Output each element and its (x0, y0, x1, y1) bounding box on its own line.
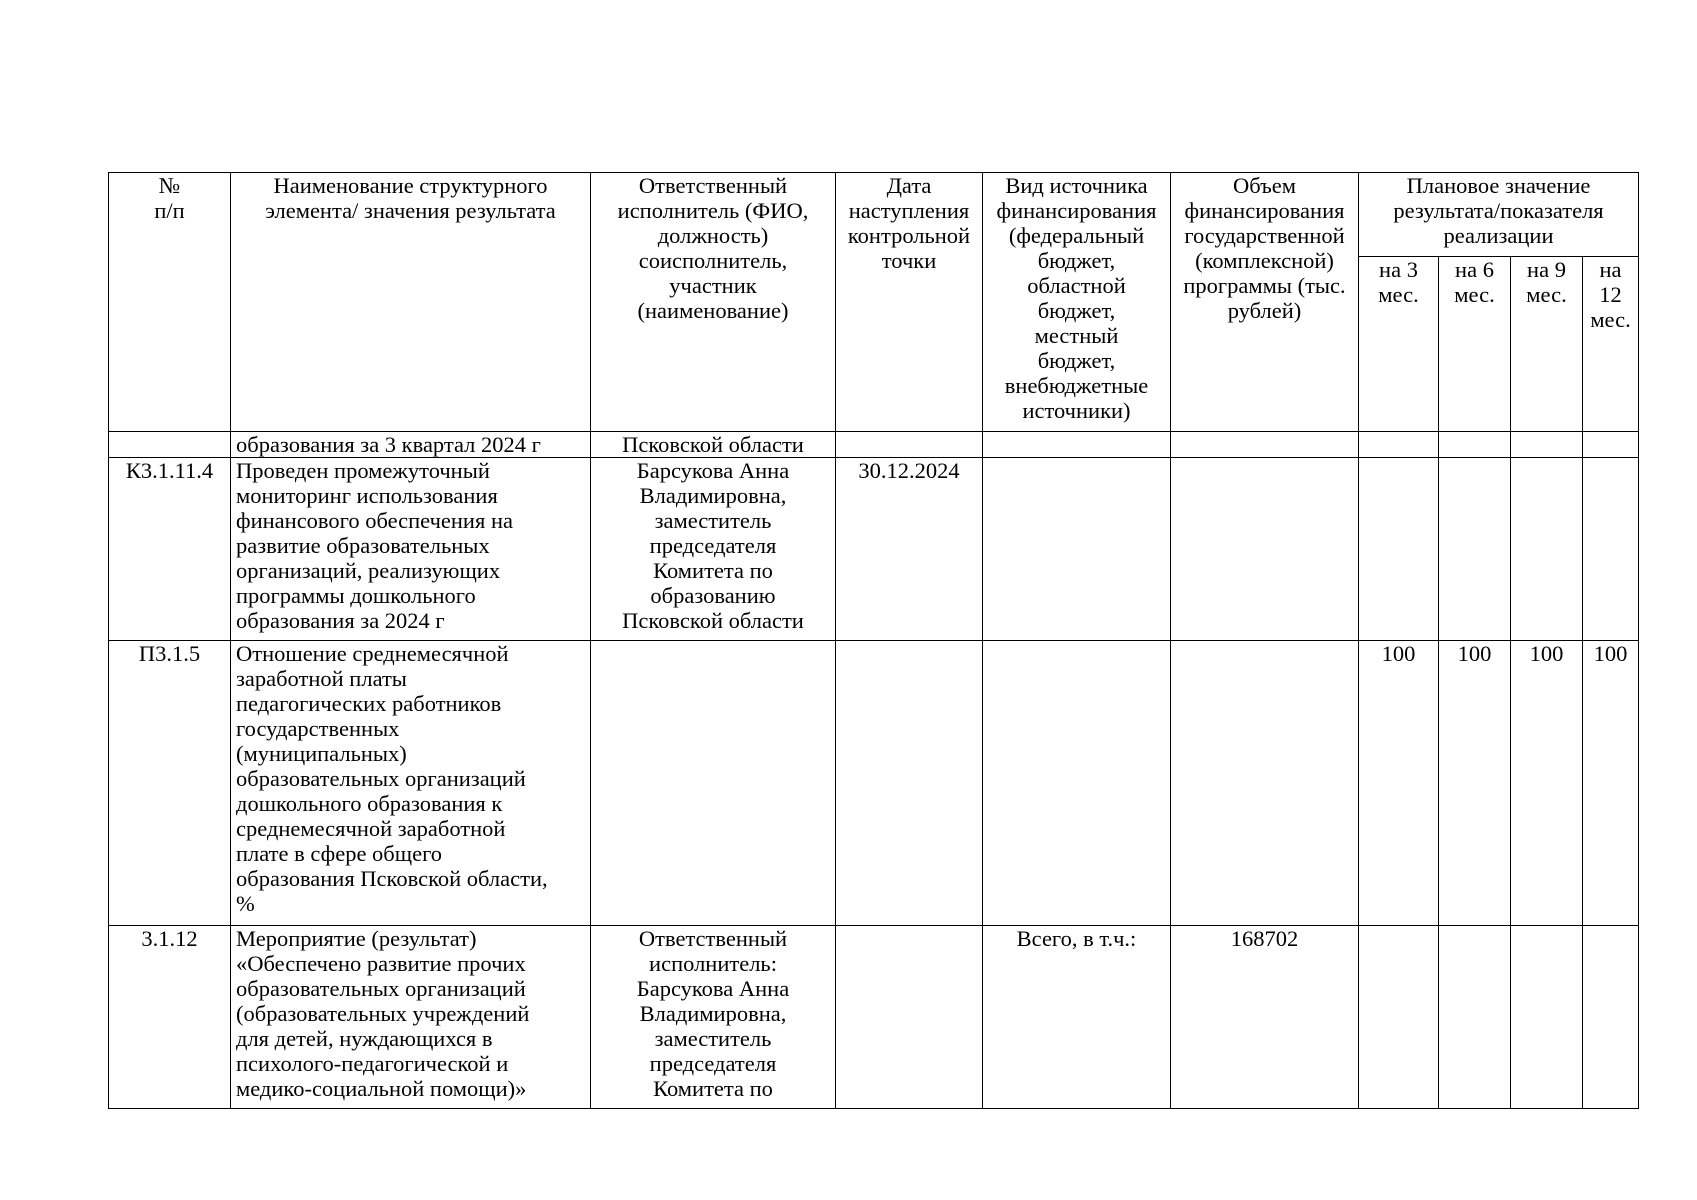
row-date (836, 432, 983, 458)
row-m9: 100 (1511, 641, 1583, 926)
row-volume: 168702 (1171, 926, 1359, 1109)
header-m6: на 6 мес. (1439, 257, 1511, 432)
row-responsible: Барсукова Анна Владимировна, заместитель председателя Комитета по образованию Псковской области (591, 458, 836, 641)
row-source: Всего, в т.ч.: (983, 926, 1171, 1109)
header-plan: Плановое значение результата/показателя реализации (1359, 173, 1639, 257)
row-m9 (1511, 458, 1583, 641)
header-responsible: Ответственный исполнитель (ФИО, должность) соисполнитель, участник (наименование) (591, 173, 836, 432)
table-row (109, 432, 1639, 458)
header-m12: на 12 мес. (1583, 257, 1639, 432)
table-row (109, 926, 1639, 1109)
row-m9 (1511, 926, 1583, 1109)
row-m9 (1511, 432, 1583, 458)
row-m3: 100 (1359, 641, 1439, 926)
row-num: 3.1.12 (109, 926, 231, 1109)
table-row (109, 641, 1639, 926)
row-m12 (1583, 926, 1639, 1109)
row-m3 (1359, 458, 1439, 641)
row-responsible: Псковской области (591, 432, 836, 458)
row-m12 (1583, 432, 1639, 458)
row-m3 (1359, 926, 1439, 1109)
row-name: Мероприятие (результат) «Обеспечено развитие прочих образовательных организаций (образовательных учреждений для детей, нуждающихся в психолого-педагогической и медико-социальной помощи)» (231, 926, 591, 1109)
row-num: П3.1.5 (109, 641, 231, 926)
row-m3 (1359, 432, 1439, 458)
header-num: № п/п (109, 173, 231, 432)
row-name: Проведен промежуточный мониторинг использования финансового обеспечения на развитие образовательных организаций, реализующих программы дошкольного образования за 2024 г (231, 458, 591, 641)
row-date (836, 641, 983, 926)
row-m6 (1439, 458, 1511, 641)
row-num: К3.1.11.4 (109, 458, 231, 641)
row-m6: 100 (1439, 641, 1511, 926)
header-row (109, 173, 1639, 257)
header-date: Дата наступления контрольной точки (836, 173, 983, 432)
header-m3: на 3 мес. (1359, 257, 1439, 432)
row-m12: 100 (1583, 641, 1639, 926)
row-source (983, 432, 1171, 458)
row-date (836, 926, 983, 1109)
row-source (983, 641, 1171, 926)
row-name: образования за 3 квартал 2024 г (231, 432, 591, 458)
row-volume (1171, 641, 1359, 926)
row-m6 (1439, 926, 1511, 1109)
row-source (983, 458, 1171, 641)
row-m12 (1583, 458, 1639, 641)
header-source: Вид источника финансирования (федеральный бюджет, областной бюджет, местный бюджет, внебюджетные источники) (983, 173, 1171, 432)
header-name: Наименование структурного элемента/ значения результата (231, 173, 591, 432)
row-volume (1171, 458, 1359, 641)
row-volume (1171, 432, 1359, 458)
table-row (109, 458, 1639, 641)
row-m6 (1439, 432, 1511, 458)
row-date: 30.12.2024 (836, 458, 983, 641)
plan-table (108, 172, 1639, 1109)
row-num (109, 432, 231, 458)
header-m9: на 9 мес. (1511, 257, 1583, 432)
row-responsible (591, 641, 836, 926)
row-responsible: Ответственный исполнитель: Барсукова Анна Владимировна, заместитель председателя Комитета по (591, 926, 836, 1109)
row-name: Отношение среднемесячной заработной платы педагогических работников государственных (муниципальных) образовательных организаций дошкольного образования к среднемесячной заработной плате в сфере общего образования Псковской области, % (231, 641, 591, 926)
header-volume: Объем финансирования государственной (комплексной) программы (тыс. рублей) (1171, 173, 1359, 432)
